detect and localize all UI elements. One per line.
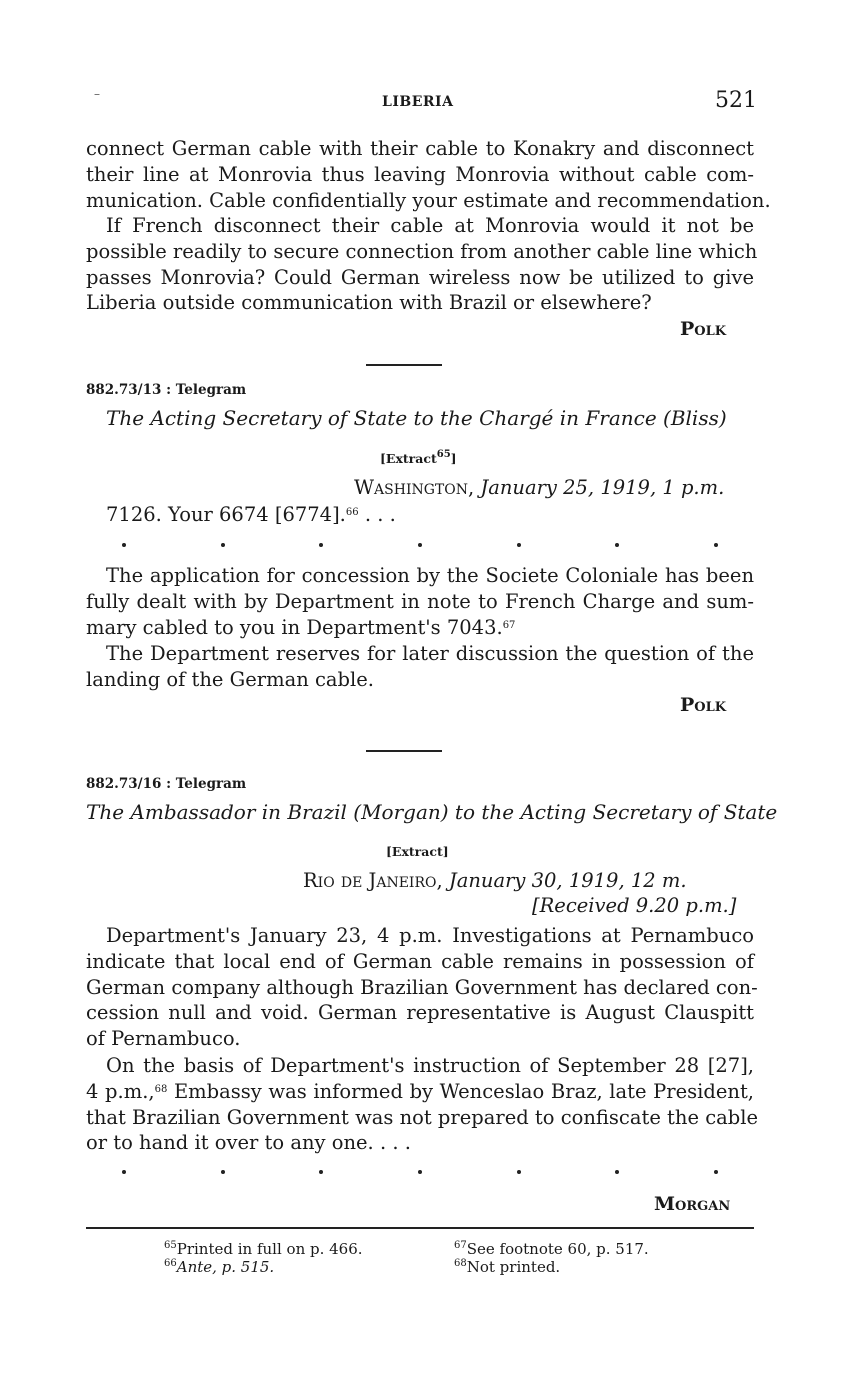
text-line: indicate that local end of German cable remains in possession of	[86, 949, 754, 973]
text-line: The application for concession by the Societe Coloniale has been	[106, 564, 754, 587]
document-heading: The Ambassador in Brazil (Morgan) to the Acting Secretary of State	[86, 800, 778, 824]
signature-polk-2: Polk	[680, 694, 727, 716]
footnote-66: $^{66}$Ante, p. 515.	[164, 1258, 275, 1276]
section-divider	[366, 364, 442, 366]
text-line: Liberia outside communication with Brazil or elsewhere?	[86, 291, 652, 315]
text-line: landing of the German cable.	[86, 667, 374, 691]
text-line: of Pernambuco.	[86, 1027, 241, 1051]
date: January 25, 1919, 1 p.m.	[480, 476, 725, 499]
signature-morgan: Morgan	[654, 1193, 731, 1215]
text-line: 4 p.m.,$^{68}$ Embassy was informed by Wenceslao Braz, late President,	[86, 1079, 754, 1103]
text-line: connect German cable with their cable to Konakry and disconnect	[86, 137, 754, 160]
running-title: LIBERIA	[382, 94, 454, 110]
opening-line: 7126. Your 6674 [6774].$^{66}$ . . .	[106, 503, 396, 526]
text-line: fully dealt with by Department in note to French Charge and sum-	[86, 589, 754, 613]
footnote-rule	[86, 1227, 754, 1229]
text-line: mary cabled to you in Department's 7043.67	[86, 615, 516, 639]
ellipsis-row	[122, 1170, 718, 1174]
doc1-paragraph-2	[86, 641, 754, 693]
text-line: On the basis of Department's instruction of September 28 [27],	[106, 1054, 754, 1077]
file-number: 882.73/13 : Telegram	[86, 382, 247, 398]
extract-label: [Extract$^{65}$]	[380, 449, 457, 466]
text-line: German company although Brazilian Government has declared con-	[86, 975, 758, 999]
doc2-paragraph-2	[86, 1053, 758, 1156]
extract-label: [Extract]	[386, 844, 449, 859]
footnote-65: $^{65}$Printed in full on p. 466.	[164, 1240, 363, 1258]
date: January 30, 1919, 12 m.	[448, 869, 687, 892]
text-line: passes Monrovia? Could German wireless now be utilized to give	[86, 265, 754, 289]
section-divider	[366, 750, 442, 752]
ellipsis-row	[122, 543, 718, 547]
text-line: munication. Cable confidentially your estimate and recommendation.	[86, 188, 771, 212]
doc1-paragraph-1	[86, 563, 754, 640]
intro-paragraph-1	[86, 136, 771, 213]
document-heading: The Acting Secretary of State to the Chargé in France (Bliss)	[106, 406, 727, 430]
place: Washington,	[354, 476, 475, 499]
signature-polk-1: Polk	[680, 318, 727, 340]
place: Rio de Janeiro,	[303, 869, 443, 892]
corner-mark: –	[94, 87, 100, 101]
footnote-68: $^{68}$Not printed.	[454, 1258, 561, 1276]
text-line: Department's January 23, 4 p.m. Investigations at Pernambuco	[106, 924, 754, 947]
file-number: 882.73/16 : Telegram	[86, 776, 247, 792]
received-note: [Received 9.20 p.m.]	[532, 894, 737, 917]
text-line: or to hand it over to any one. . . .	[86, 1131, 411, 1155]
text-line: The Department reserves for later discussion the question of the	[106, 642, 754, 665]
dateline	[354, 476, 724, 499]
intro-paragraph-2	[86, 213, 758, 316]
text-line: that Brazilian Government was not prepared to confiscate the cable	[86, 1105, 758, 1129]
dateline	[303, 869, 687, 892]
text-line: possible readily to secure connection from another cable line which	[86, 239, 758, 263]
text-line: their line at Monrovia thus leaving Monrovia without cable com-	[86, 162, 754, 186]
text-line: If French disconnect their cable at Monrovia would it not be	[106, 214, 754, 237]
footnote-67: $^{67}$See footnote 60, p. 517.	[454, 1240, 649, 1258]
page-number: 521	[715, 88, 757, 113]
text-line: cession null and void. German representative is August Clauspitt	[86, 1001, 754, 1025]
doc2-paragraph-1	[86, 923, 758, 1052]
